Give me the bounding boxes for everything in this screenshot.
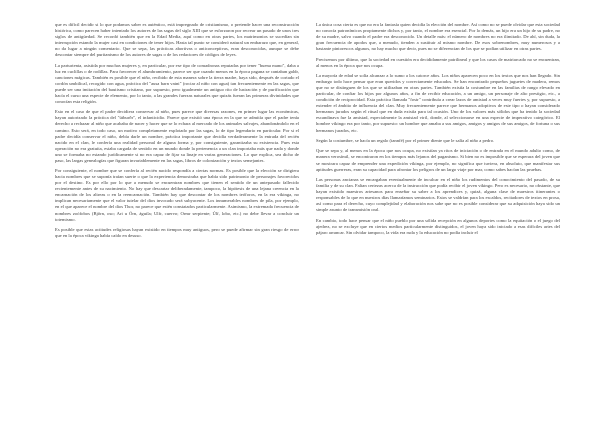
- paragraph: La parturienta, asistida por muchas mujeres y, en particular, por ese tipo de comadronas reputadas por tener "buena mano", daba a luz en cuclillas o de rodillas. Para favorecer el alumbramiento, parece ser que cuando menos en la época pagana se cantaban galdr, canciones mágicas. También es posible que el niño, recibido de esta manera sobre la tierra madre, haya sido, después de cortado el cordón umbilical, recogido con agua, práctica del "ausa barn vatni" (rociar al niño con agua) tan frecuentemente en las sagas, que puede ser una imitación del bautismo cristiano, por supuesto, pero igualmente un antiguo rito de lustración y de purificación que hacía el curso una especie de elemento, por lo tanto, a las grandes fuerzas naturales que quizás fueran las primeras divinidades que conocían esta religión.: [55, 62, 299, 104]
- text-columns: [55, 22, 560, 410]
- paragraph: Es posible que estas actitudes religiosas hayan existido en tiempos muy antiguos, pero se puede afirmar sin gran riesgo de error que en la época vikinga había caído en desuso.: [55, 227, 299, 239]
- paragraph: La única cosa cierta es que no era la fantasía quien decidía la elección del nombre. Así como no se puede olvidar que esta sociedad no conocía patronímicos propiamente dichos y, por tanto, el nombre era esencial. Por lo demás, un hijo era un hijo de su padre, no de su madre, salvo cuando el padre era desconocido. Un detalle más: el número de nombres no era ilimitado. De ahí, sin duda, la gran frecuencia de apodos que, a menudo, tienden a sustituir al mismo nombre. De esos sobrenombres, muy numerosos y a bastante pintorescos algunos, no hay mucho que decir, pues no se diferencian de los que se podían utilizar en otras partes.: [316, 22, 560, 52]
- paragraph: Precisemos por último, que la sociedad en cuestión era decididamente patrilineal y que los casos de matriarcado no se encuentran, al menos en la época que nos ocupa.: [316, 56, 560, 68]
- paragraph: Las personas ancianas se encargaban eventualmente de inculcar en el niño los rudimentos del conocimiento del pasado, de su familia y de su clan. Faltan certezas acerca de la instrucción que podía recibir el joven vikingo. Pero es necesario, no obstante, que hayan existido maestros artesanos para enseñar su saber a los aprendices y, quizá, alguna clase de maestros itinerantes o responsables de lo que en nuestros días llamaríamos seminarios. Estos se valdrían para los escaldos, recitadores de textos en prosa, así como para el derecho, cuyo complejidad y elaboración nos sabe que no es posible considerar que su adquisición haya sido un simple asunto de transmisión oral.: [316, 176, 560, 213]
- paragraph: Según la costumbre, se hacía un regalo (tannfé) por el primer diente que le salía al niño a pedro.: [316, 137, 495, 143]
- paragraph: que es difícil decidir si lo que podamos saber es auténtico, está impregnado de cristianismo, o pretende hacer una reconstrucción histórica, como parecen haber intentado los autores de las sagas del siglo XIII que se esforzaron por recrear un pasado de unos tres siglos de antigüedad. Se recordó también que en la Edad Media, aquí como en otras partes, los matrimonios se sucedían sin interrupción estando la mujer casi en condiciones de tener hijos. Hasta tal punto se consideró natural un embarazo que, en general, no da lugar a ningún comentario. Que se sepa, las prácticas abortivas o anticonceptivas, eran desconocidas, aunque se debe descontar siempre del puritanismo de los autores de sagas o de los redactores de códigos de leyes.: [55, 22, 299, 58]
- paragraph: La mayoría de edad se solía alcanzar a lo sumo a los catorce años. Los niños aparecen poco en los textos que nos han llegado. Sin embargo todo hace pensar que eran queridos y correctamente educados. Se han encontrado pequeños juguetes de madera, remos que no se distinguen de los que se utilizaban en otras partes. También existía la costumbre en las familias de rango elevado en particular, de confiar los hijos por algunos años, a fin de recibir educación, a un amigo, un personaje de alto prestigio, etc., a condición de reciprocidad. Esta práctica llamada "fostr" contribuía a crear lazos de amistad a veces muy fuertes y, por supuesto, a extender el ámbito de influencia del clan. Muy frecuentemente parece que hermanos adoptivos de este tipo o hayan considerado hermanos jurados según el ritual que en duda existía para tal ocasión. Uno de los valores más sólidos que ha tenido la sociedad escandinava fue la amistad, especialmente la amistad viril, donde, al seleccionarse en una especie de imperativo categórico. El hombre vikingo era por tanto, por supuesto: un hombre que amaba a sus amigos, amigos y amigos de sus amigos, de fortuna o sus hermanos jurados, etc.: [316, 73, 560, 133]
- right-column: [316, 22, 560, 410]
- paragraph: En cambio, todo hace pensar que el niño pueblo por una sólida recepción en algunos deportes como la equitación o el juego del ajedrez, no se excluye que en ciertos medios particularmente distinguidos, el joven haya sido iniciado a esas difíciles artes del pájaro arrancar. Sin olvidar tampoco, la vida era ruda y la educación no podía incluir el: [316, 217, 560, 235]
- left-column: [55, 22, 299, 410]
- paragraph: Que se sepa y, al menos en la época que nos ocupa, no existían ya ritos de iniciación o de entrada en el mundo adulto como, de manera verosímil, se encontraron en los tiempos más lejanos del paganismo. Si bien no es imposible que se esperara del joven que se mostrara capaz de emprender una expedición vikinga, por ejemplo, no significa que tuviera, en absoluto, que manifestar sus aptitudes guerreras, eran su capacidad para afrontar los peligros de un largo viaje por mar, como sabes hacían las pruebas.: [316, 148, 560, 172]
- paragraph: Por consiguiente, el nombre que se confería al recién nacido respondía a ciertas normas. Es posible que la elección se dirigiera hacia nombres que se suponía traían suerte o que la experiencia demostraba que había sido patrimonio de personajes favorecidos por el destino. Es por ello por lo que a menudo se encuentran nombres que tienen el sentido de un antepasado fallecido recientemente antes de su nacimiento. No hay que descartar deliberadamente, tampoco, la hipótesis de una lejana creencia en la encarnación de los altreas o en la reencarnación. También hay que descontar de los nombres teóforos, en la era vikinga, no implican necesariamente que el valor tutelar del dios invocado será subyacente. Los innumerables nombres de pila, por ejemplo, en el que aparece el nombre del dios Thor, no parece que estén constatados particularmente. Asimismo, la extremada frecuencia de nombres zoófobos (Bjôrn, oso; Ari u Örn, águila; Ulfr, cuervo; Ormr serpiente; Úlf, lobo, etc.) no debe llevar a concluir un totemismo.: [55, 168, 299, 222]
- paragraph: Esto en el caso de que el padre decidiera conservar al niño, pues parece que diversas razones, en primer lugar las económicas, hayan autorizado la práctica del "útburðr", el infanticidio. Parece que existió una época en la que se admitía que el padre tenía derecho a rechazar al niño que acababa de nacer y hacer que se lo echara al mercado de los animales salvajes, abandonándolo en el camino. Esto será, en todo caso, un motivo completamente explotado por las sagas, lo de tipo legendario en particular. Por si el padre decidía conservar el niño, debía darle un nombre, práctica importante que decidía verdaderamente la entrada del recién nacido en el clan, le confería una realidad personal de alguna forma y, por consiguiente, garantizaba su existencia. Pues esta operación no era gratuita, estaba cargada de sentido en un mundo donde la pertenencia a un clan importaba más que nada y donde uno se formaba no estando jurídicamente si no era capaz de fijar su linaje en varias generaciones. Lo que explica, sea dicho de paso, las largas genealogías que figuran invariablemente en las sagas, libros de colonización y textos semejantes.: [55, 109, 299, 163]
